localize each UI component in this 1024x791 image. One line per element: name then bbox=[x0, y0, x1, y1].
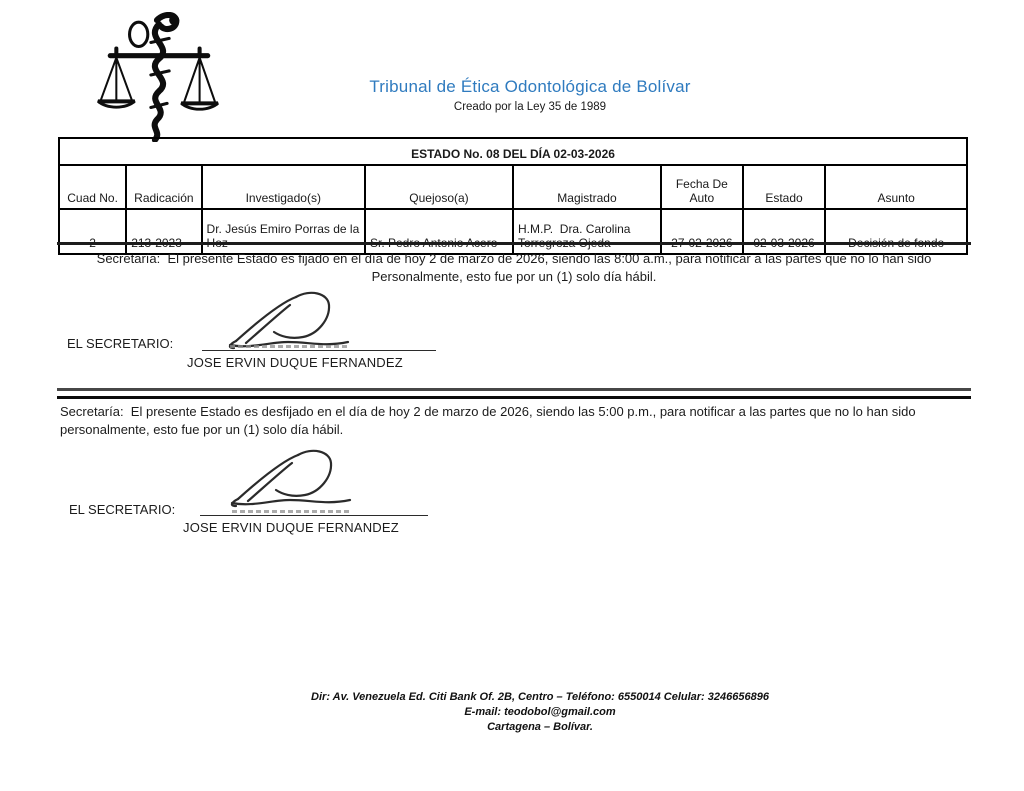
desfijacion-paragraph: Secretaría: El presente Estado es desfijado en el día de hoy 2 de marzo de 2026, siendo las 5:00 p.m., para notificar a las partes que no lo han sido personalmente, esto fue por un (1) solo día hábil. bbox=[60, 404, 920, 437]
cell-magistrado: H.M.P. Dra. Carolina bbox=[513, 209, 661, 254]
cell-investigado: Dr. Jesús Emiro Porras de la bbox=[202, 209, 365, 254]
signature-ghost-text bbox=[232, 510, 350, 513]
column-header: Magistrado bbox=[513, 165, 661, 209]
cell-quejoso bbox=[365, 209, 513, 254]
footer-email: E-mail: teodobol@gmail.com bbox=[464, 706, 616, 718]
table-row bbox=[59, 209, 967, 254]
column-header: Cuad No. bbox=[59, 165, 126, 209]
cell-asunto bbox=[825, 209, 967, 254]
footer-city: Cartagena – Bolívar. bbox=[487, 721, 593, 733]
column-header: Quejoso(a) bbox=[365, 165, 513, 209]
column-header: Fecha De Auto bbox=[661, 165, 743, 209]
cell-fecha-auto bbox=[661, 209, 743, 254]
cell-radicacion bbox=[126, 209, 201, 254]
cell-estado bbox=[743, 209, 826, 254]
scales-of-justice-logo-icon bbox=[94, 12, 226, 142]
secretary-label: EL SECRETARIO: bbox=[69, 502, 176, 517]
table-header-row bbox=[59, 165, 967, 209]
horizontal-rule-double-bottom bbox=[57, 396, 971, 399]
secretary-name: JOSE ERVIN DUQUE FERNANDEZ bbox=[187, 355, 403, 370]
signature-line bbox=[202, 350, 436, 351]
horizontal-rule-double-top bbox=[57, 388, 971, 391]
signature-line bbox=[200, 515, 428, 516]
signature-ghost-text bbox=[230, 345, 348, 348]
footer bbox=[100, 690, 980, 735]
column-header: Asunto bbox=[825, 165, 967, 209]
horizontal-rule bbox=[57, 242, 971, 245]
secretary-name: JOSE ERVIN DUQUE FERNANDEZ bbox=[183, 520, 399, 535]
footer-address: Dir: Av. Venezuela Ed. Citi Bank Of. 2B, Centro – Teléfono: 6550014 Celular: 3246656896 bbox=[311, 691, 769, 703]
column-header: Radicación bbox=[126, 165, 201, 209]
column-header: Estado bbox=[743, 165, 826, 209]
cell-cuad-no bbox=[59, 209, 126, 254]
table-title: ESTADO No. 08 DEL DÍA 02-03-2026 bbox=[59, 138, 967, 165]
org-title: Tribunal de Ética Odontológica de Bolívar bbox=[369, 77, 691, 96]
table-title-row bbox=[59, 138, 967, 165]
signature-scribble-icon bbox=[224, 449, 364, 513]
estado-table bbox=[58, 137, 968, 255]
secretary-label: EL SECRETARIO: bbox=[67, 336, 174, 351]
org-subtitle: Creado por la Ley 35 de 1989 bbox=[453, 101, 607, 113]
fijacion-paragraph: Secretaría: El presente Estado es fijado en el día de hoy 2 de marzo de 2026, siendo las 8:00 a.m., para notificar a las partes que no lo han sido Personalmente, esto fue por un (1) solo día hábil. bbox=[96, 251, 935, 284]
column-header: Investigado(s) bbox=[202, 165, 365, 209]
